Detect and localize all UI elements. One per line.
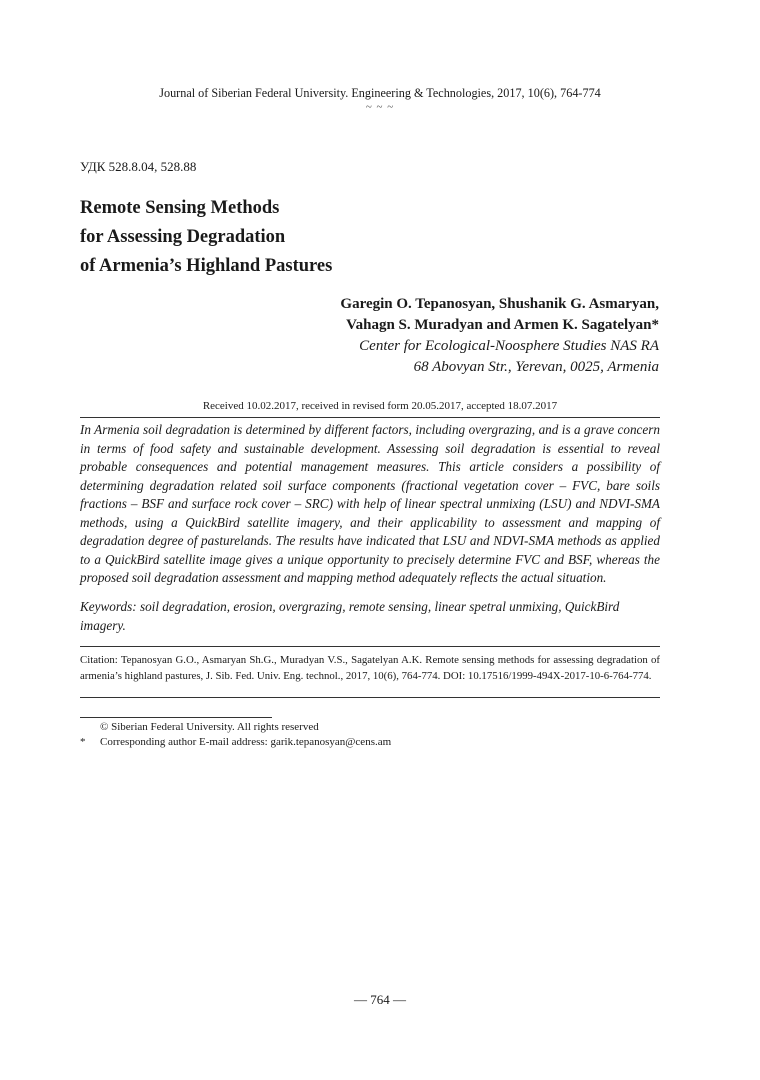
title-line: Remote Sensing Methods xyxy=(80,198,280,218)
copyright-footnote: © Siberian Federal University. All rights reserved xyxy=(100,721,319,733)
page-number: — 764 — xyxy=(354,992,406,1007)
affiliation xyxy=(359,336,659,378)
divider xyxy=(80,646,660,647)
header-separator: ~ ~ ~ xyxy=(365,101,395,113)
title-line: of Armenia’s Highland Pastures xyxy=(80,256,333,276)
footnote-divider xyxy=(80,717,272,718)
footnote-marker: * xyxy=(80,736,86,748)
authors-line: Garegin O. Tepanosyan, Shushanik G. Asmaryan, xyxy=(340,296,659,312)
title-line: for Assessing Degradation xyxy=(80,227,286,247)
udk-code: УДК 528.8.04, 528.88 xyxy=(80,159,197,174)
journal-header: Journal of Siberian Federal University. Engineering & Technologies, 2017, 10(6), 764-774 xyxy=(159,86,601,100)
corresponding-author-footnote xyxy=(80,736,391,748)
affiliation-address: 68 Abovyan Str., Yerevan, 0025, Armenia xyxy=(413,359,659,375)
received-dates: Received 10.02.2017, received in revised form 20.05.2017, accepted 18.07.2017 xyxy=(202,400,558,412)
keywords: Keywords: soil degradation, erosion, overgrazing, remote sensing, linear spetral unmixing, QuickBird imagery. xyxy=(80,599,620,633)
authors xyxy=(340,294,659,336)
divider xyxy=(80,417,660,418)
citation: Citation: Tepanosyan G.O., Asmaryan Sh.G., Muradyan V.S., Sagatelyan A.K. Remote sensing methods for assessing degradation of armenia’s highland pastures, J. Sib. Fed. Univ. Eng. technol., 2017, 10(6), 764-774. DOI: 10.17516/1999-494X-2017-10-6-764-774. xyxy=(80,654,660,682)
paper-title xyxy=(80,194,332,281)
abstract: In Armenia soil degradation is determined by different factors, including overgrazing, and is a grave concern in terms of food safety and sustainable development. Assessing soil degradation is essential to reveal probable consequences and potential management measures. This article considers a possibility of determining degradation related soil surface components (fractional vegetation cover – FVC, bare soils fractions – BSF and surface rock cover – SRC) with help of linear spectral unmixing (LSU) and NDVI-SMA methods, using a QuickBird satellite imagery, and their applicability to assessment and mapping of degradation degree of pasturelands. The results have indicated that LSU and NDVI-SMA methods as applied to a QuickBird satellite image gives a unique opportunity to precisely determine FVC and BSF, whereas the proposed soil degradation assessment and mapping method adequately reflects the actual situation. xyxy=(80,422,660,585)
corresponding-author-email: Corresponding author E-mail address: garik.tepanosyan@cens.am xyxy=(100,736,392,748)
affiliation-name: Center for Ecological-Noosphere Studies NAS RA xyxy=(359,338,659,354)
divider xyxy=(80,697,660,698)
authors-line: Vahagn S. Muradyan and Armen K. Sagatelyan* xyxy=(346,317,659,333)
